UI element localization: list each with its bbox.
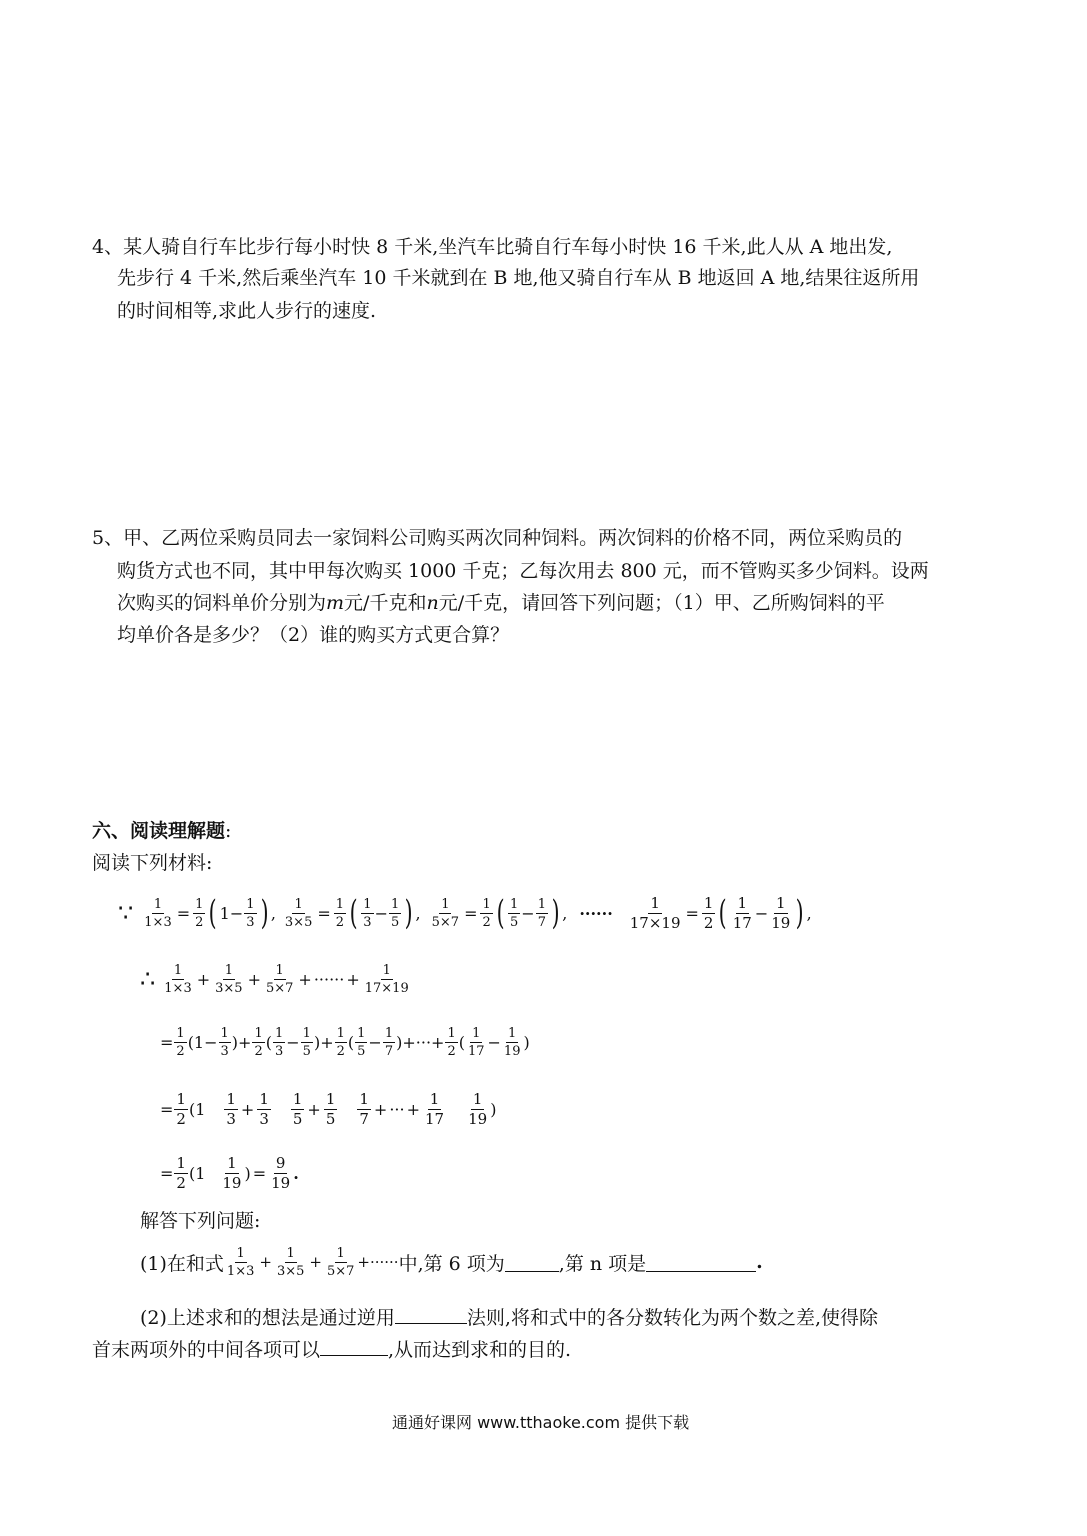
because-symbol: ∵ (118, 899, 134, 927)
fraction: $\frac{1}{5\times 7}$ (431, 896, 460, 930)
q5-line-3 (117, 587, 885, 619)
q5-line-3-part-a: 次购买的饲料单价分别为 (117, 592, 327, 614)
answer-blank-cancel[interactable] (320, 1337, 388, 1356)
q5-line-1: 5、甲、乙两位采购员同去一家饲料公司购买两次同种饲料。两次饲料的价格不同，两位采购员的 (92, 527, 903, 549)
fraction: $\frac{1}{2}$ (195, 896, 204, 930)
fraction: $\frac{1}{3\times 5}$ (284, 896, 313, 930)
result-line: = $\frac{1}{2}$ (1 $\frac{1}{19}$ ) = $\frac{9}{19}$ . (160, 1153, 299, 1192)
q4-line-3: 的时间相等,求此人步行的速度. (117, 300, 377, 322)
expansion-line-1: = $\frac{1}{2}$ (1− $\frac{1}{3}$ )+ $\frac{1}{2}$ ( $\frac{1}{3}$ − $\frac{1}{5}$ )+ $\frac{1}{2}$ ( $\frac{1}{5}$ − $\frac{1}{7}$ )+ ··· + $\frac{1}{2}$ ( $\frac{1}{17}$ − $\frac{1}{19}$ ) (160, 1025, 530, 1059)
part-1-end: . (756, 1251, 763, 1273)
q4-line-2: 先步行 4 千米,然后乘坐汽车 10 千米就到在 B 地,他又骑自行车从 B 地返回 A 地,结果往返所用 (117, 267, 920, 289)
page-footer: 通通好课网 www.tthaoke.com 提供下载 (392, 1413, 690, 1432)
section6-colon: : (225, 820, 232, 842)
answer-prompt: 解答下列问题: (140, 1210, 261, 1232)
cdots: ··· (389, 1099, 405, 1119)
answer-blank-6th-term[interactable] (505, 1253, 559, 1272)
fraction: $\frac{1}{1\times 3}$ (144, 896, 172, 930)
ellipsis: ······ (579, 903, 613, 923)
section6-intro: 阅读下列材料: (92, 852, 213, 874)
q5-line-3-part-c: 元/千克，请回答下列问题；（1）甲、乙所购饲料的平 (438, 592, 885, 614)
part-1-mid-2: ,第 n 项是 (558, 1252, 647, 1275)
part-1-prefix: (1)在和式 (140, 1252, 224, 1275)
section6-heading (92, 815, 231, 847)
section6-title: 六、阅读理解题 (92, 820, 226, 842)
q5-line-3-part-b: 元/千克和 (344, 592, 427, 614)
fraction: $\frac{1}{17\times 19}$ (629, 893, 681, 932)
identities-line: ∵ $\frac{1}{1\times 3}$ = $\frac{1}{2}$ ( 1− $\frac{1}{3}$ ) , $\frac{1}{3\times 5}$ = $\frac{1}{2}$ ( $\frac{1}{3}$ − $\frac{1}{5}$ ) , $\frac{1}{5\times 7}$ = $\frac{1}{2}$ ( $\frac{1}{5}$ − $\frac{1}{7}$ ) , ······ $\frac{1}{17\times 19}$ = $\frac{1}{2}$ ( $\frac{1}{17}$ − $\frac{1}{19}$ ) , (118, 893, 812, 933)
q5-line-2: 购货方式也不同，其中甲每次购买 1000 千克；乙每次用去 800 元，而不管购买多少饲料。设两 (117, 560, 929, 582)
question-part-2-line-2 (92, 1334, 571, 1366)
therefore-symbol: ∴ (140, 965, 156, 993)
expansion-line-2: = $\frac{1}{2}$ (1 $\frac{1}{3}$ + $\frac{1}{3}$ $\frac{1}{5}$ + $\frac{1}{5}$ $\frac{1}{7}$ + ··· + $\frac{1}{17}$ $\frac{1}{19}$ ) (160, 1089, 497, 1128)
part-1-mid: 中,第 6 项为 (398, 1252, 505, 1275)
variable-m: m (326, 592, 345, 614)
q4-line-1: 4、某人骑自行车比步行每小时快 8 千米,坐汽车比骑自行车每小时快 16 千米,此人从 A 地出发, (92, 236, 893, 258)
answer-blank-nth-term[interactable] (646, 1253, 756, 1272)
sum-expression: ∴ $\frac{1}{1\times 3}$ + $\frac{1}{3\times 5}$ + $\frac{1}{5\times 7}$ + ······ + $\frac{1}{17\times 19}$ (140, 962, 409, 996)
q5-line-4: 均单价各是多少？（2）谁的购买方式更合算？ (117, 624, 510, 646)
part-2-prefix: (2)上述求和的想法是通过逆用 (140, 1307, 395, 1329)
part-2-mid: 法则,将和式中的各分数转化为两个数之差,使得除 (466, 1307, 879, 1329)
question-part-1: (1)在和式 $\frac{1}{1\times 3}$ + $\frac{1}{3\times 5}$ + $\frac{1}{5\times 7}$ +······ 中,第 6 项为 ,第 n 项是 . (140, 1245, 763, 1279)
variable-n: n (426, 592, 439, 614)
sum-dots: ······ (313, 969, 345, 989)
part-2-end: ,从而达到求和的目的. (388, 1339, 572, 1361)
cdots: ··· (415, 1032, 432, 1052)
answer-blank-rule[interactable] (395, 1305, 467, 1324)
question-part-2-line-1 (140, 1302, 878, 1334)
part-2-line-2-prefix: 首末两项外的中间各项可以 (92, 1339, 321, 1361)
